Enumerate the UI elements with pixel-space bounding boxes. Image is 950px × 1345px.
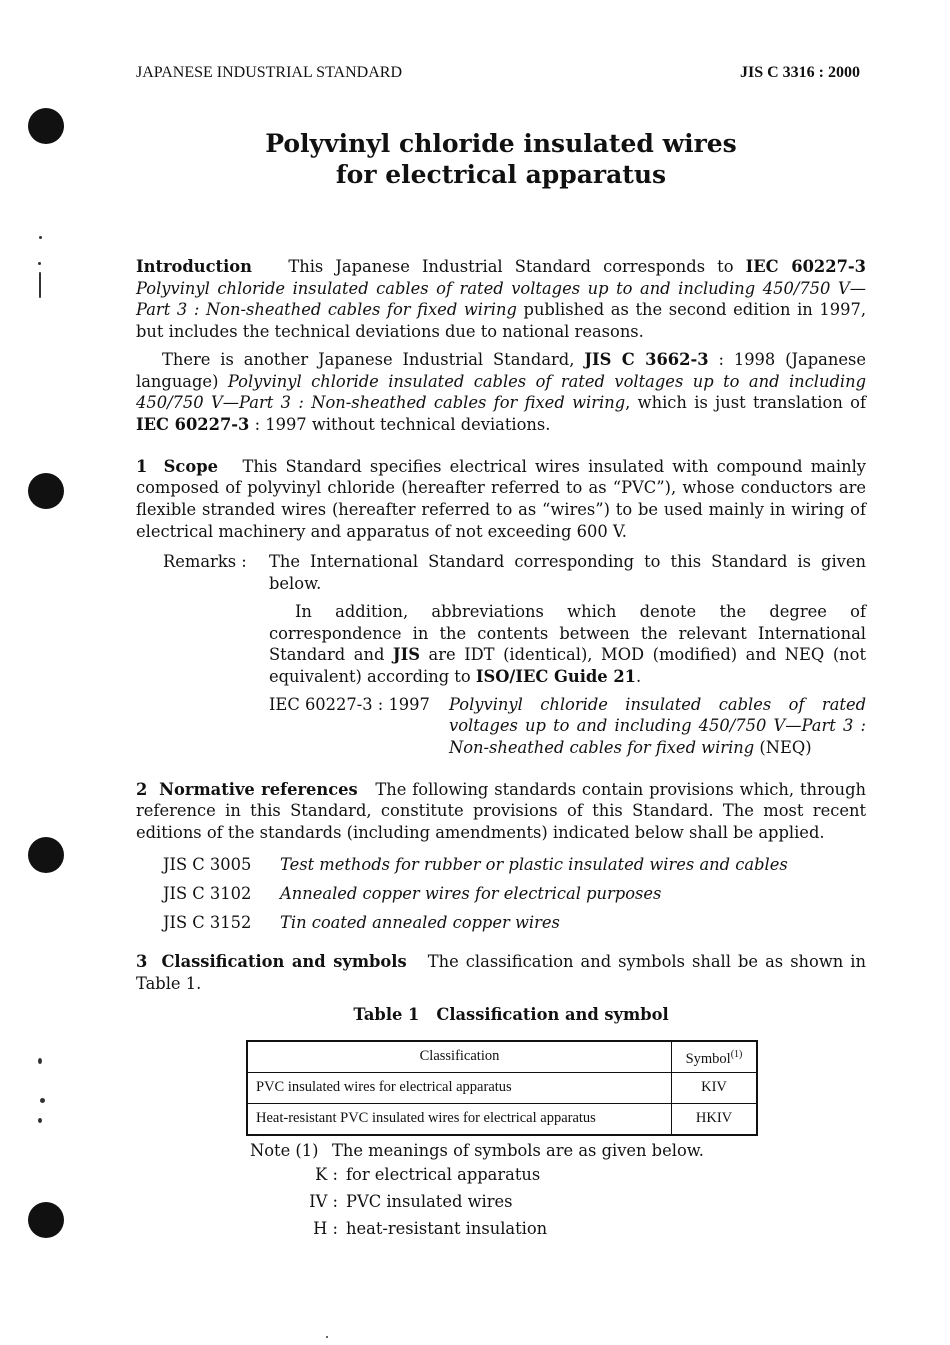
classification-number: 3 [136, 951, 148, 971]
list-item [300, 1216, 866, 1243]
header-standard-number: JIS C 3316 : 2000 [739, 64, 860, 81]
iec-reference-degree: (NEQ) [759, 738, 812, 758]
normative-text: The following standards contain provisions which, through reference in this Standard, constitute provisions of this Standard. The most recent editions of the standards (including amendments) indicated below shall be applied. [136, 779, 866, 843]
table-cell-classification: Heat-resistant PVC insulated wires for electrical apparatus [247, 1103, 672, 1135]
reference-title: Test methods for rubber or plastic insulated wires and cables [280, 854, 788, 874]
classification-table [246, 1040, 758, 1136]
normative-number: 2 [136, 779, 148, 799]
column-header-symbol: Symbol$^{(1)}$ [672, 1041, 758, 1073]
scan-speck [40, 1098, 45, 1103]
document-body [136, 256, 866, 1243]
intro-heading: Introduction [136, 257, 252, 276]
table-cell-symbol: HKIV [672, 1103, 758, 1135]
symbol-key: IV : [309, 1192, 338, 1212]
table-note [250, 1140, 866, 1162]
scope-remarks [163, 551, 866, 758]
scan-speck [38, 1118, 42, 1123]
scan-speck [326, 1336, 328, 1338]
symbol-key: H : [313, 1219, 338, 1239]
classification-text: The classification and symbols shall be as shown in Table 1. [136, 951, 867, 993]
normative-heading: Normative references [159, 779, 358, 799]
remarks-paragraph-1: The International Standard corresponding to this Standard is given below. [269, 552, 866, 594]
table-row [247, 1072, 757, 1103]
scan-speck [38, 262, 41, 265]
scope-number: 1 [136, 456, 148, 476]
symbol-meaning: for electrical apparatus [346, 1165, 541, 1185]
symbol-legend [300, 1162, 866, 1243]
scope-heading: Scope [163, 456, 218, 476]
reference-title: Annealed copper wires for electrical purposes [280, 883, 662, 903]
symbol-meaning: heat-resistant insulation [346, 1219, 548, 1239]
table-header-row [247, 1041, 757, 1073]
remarks-label: Remarks : [163, 552, 247, 572]
list-item [300, 1162, 866, 1189]
header-standard-name: JAPANESE INDUSTRIAL STANDARD [136, 64, 402, 81]
scope-section [136, 456, 866, 543]
reference-code: JIS C 3152 [163, 912, 252, 932]
reference-code: JIS C 3005 [163, 854, 252, 874]
remarks-paragraph-2: In addition, abbreviations which denote the degree of correspondence in the contents between the relevant International Standard and JIS are IDT (identical), MOD (modified) and NEQ (not equivalent) according to ISO/IEC Guide 21. [269, 601, 866, 686]
title-line-1: Polyvinyl chloride insulated wires [265, 129, 737, 158]
note-label: Note (1) [250, 1140, 319, 1160]
classification-heading: Classification and symbols [161, 951, 407, 971]
symbol-meaning: PVC insulated wires [346, 1192, 513, 1212]
intro-paragraph-2: There is another Japanese Industrial Standard, JIS C 3662-3 : 1998 (Japanese language) Polyvinyl chloride insulated cables of rated voltages up to and including 450/750 V—Part 3 : Non-sheathed cables for fixed wiring, which is just translation of IEC 60227-3 : 1997 without technical deviations. [136, 349, 866, 434]
running-header [136, 64, 860, 84]
table-title: Table 1 Classification and symbol [353, 1005, 669, 1025]
footnote-ref: (1) [730, 1048, 743, 1060]
iec-reference-title: Polyvinyl chloride insulated cables of rated voltages up to and including 450/750 V—Part 3 : Non-sheathed cables for fixed wiring [449, 694, 866, 758]
list-item [163, 850, 866, 879]
column-header-classification: Classification [247, 1041, 672, 1073]
page-title [136, 128, 866, 190]
title-line-2: for electrical apparatus [335, 160, 667, 189]
reference-title: Tin coated annealed copper wires [280, 912, 560, 932]
punch-hole [28, 108, 64, 144]
list-item [163, 908, 866, 937]
punch-hole [28, 1202, 64, 1238]
scan-speck [39, 236, 42, 239]
classification-section [136, 951, 866, 994]
normative-reference-list [163, 850, 866, 937]
iec-reference-number: IEC 60227-3 : 1997 [269, 694, 430, 714]
scan-speck [38, 1058, 42, 1064]
note-text: The meanings of symbols are as given below. [332, 1140, 704, 1160]
list-item [300, 1189, 866, 1216]
table-cell-classification: PVC insulated wires for electrical apparatus [247, 1072, 672, 1103]
iec-reference [269, 694, 866, 759]
table-row [247, 1103, 757, 1135]
table-cell-symbol: KIV [672, 1072, 758, 1103]
scope-text: This Standard specifies electrical wires insulated with compound mainly composed of polyvinyl chloride (hereafter referred to as “PVC”), whose conductors are flexible stranded wires (hereafter referred to as “wires”) to be used mainly in wiring of electrical machinery and apparatus of not exceeding 600 V. [136, 456, 866, 541]
punch-hole [28, 473, 64, 509]
intro-paragraph-1: Introduction This Japanese Industrial Standard corresponds to IEC 60227-3 Polyvinyl chloride insulated cables of rated voltages up to and including 450/750 V—Part 3 : Non-sheathed cables for fixed wiring published as the second edition in 1997, but includes the technical deviations due to national reasons. [136, 257, 866, 342]
scan-speck [39, 272, 41, 298]
punch-hole [28, 837, 64, 873]
symbol-key: K : [315, 1165, 338, 1185]
normative-section [136, 779, 866, 844]
reference-code: JIS C 3102 [163, 883, 252, 903]
list-item [163, 879, 866, 908]
